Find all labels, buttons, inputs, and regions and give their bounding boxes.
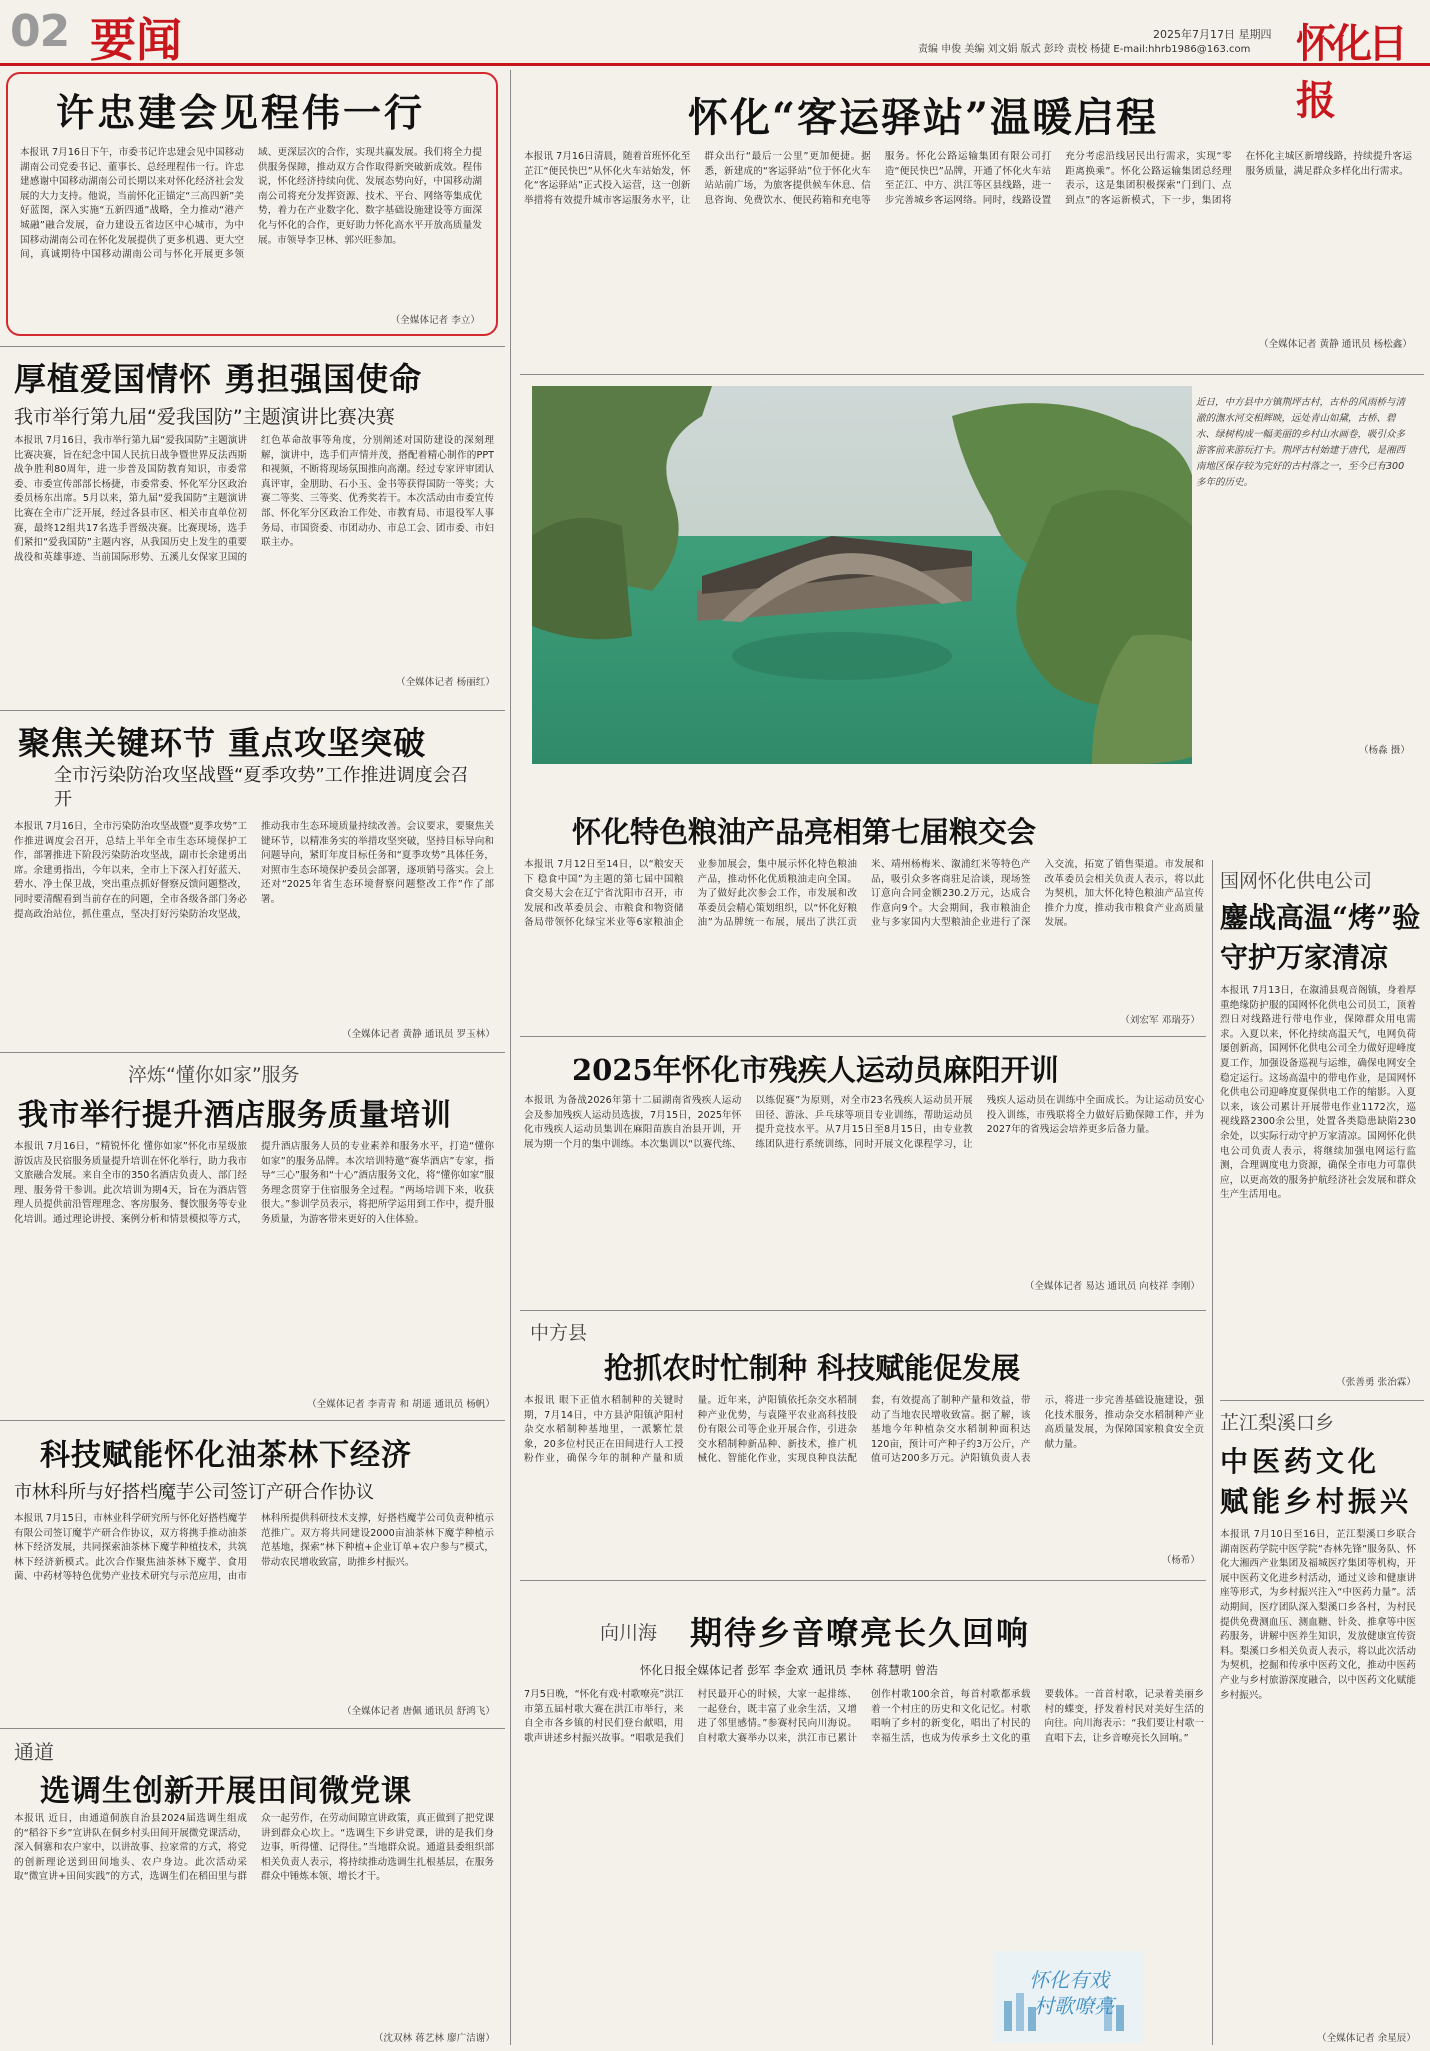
issue-date: 2025年7月17日 星期四 [1153,28,1272,41]
article-body: 本报讯 7月10日至16日，芷江梨溪口乡联合湖南医药学院中医学院“杏林先锋”服务队、怀化大湘西产业集团及福城医疗集团等机构，开展中医药文化进乡村活动，通过义诊和健康讲座等形式，为乡村振兴注入“中医药力量”。活动期间，医疗团队深入梨溪口乡各村，为村民提供免费测血压、测血糖、针灸、推拿等中医药服务，讲解中医养生知识，发放健康宣传资料。梨溪口乡相关负责人表示，将以此次活动为契机，挖掘和传承中医药文化，推动中医药产业与乡村旅游深度融合，以中医药文化赋能乡村振兴。 [1220,1529,1416,1701]
article-byline: （全媒体记者 李青青 和 胡遥 通讯员 杨帆） [307,1399,495,1410]
kicker: 淬炼“懂你如家”服务 [128,1064,300,1086]
headline[interactable]: 科技赋能怀化油茶林下经济 [40,1438,412,1473]
editor-credits: 责编 申俊 美编 刘文娟 版式 彭玲 责校 杨捷 E-mail:hhrb1986@163.com [918,44,1251,55]
article-body: 本报讯 7月16日清晨，随着首班怀化至芷江“便民快巴”从怀化火车站始发，怀化“客运驿站”正式投入运营，这一创新举措将有效提升城市客运服务水平，让群众出行“最后一公里”更加便捷。据悉，新建成的“客运驿站”位于怀化火车站站前广场，为旅客提供候车休息、信息咨询、免费饮水、便民药箱和充电等服务。怀化公路运输集团有限公司打造“便民快巴”品牌，开通了怀化火车站至芷江、中方、洪江等区县线路，进一步完善城乡客运网络。同时，线路设置充分考虑沿线居民出行需求，实现“零距离换乘”。怀化公路运输集团总经理表示，这是集团积极探索“门到门、点到点”的客运新模式，下一步，集团将在怀化主城区新增线路，持续提升客运服务质量，满足群众多样化出行需求。 [524,151,1412,206]
article-byline: （全媒体记者 黄静 通讯员 罗玉林） [341,1029,495,1040]
headline-line-2[interactable]: 赋能乡村振兴 [1220,1485,1413,1518]
section-divider [0,710,505,711]
article-body: 本报讯 7月16日下午，市委书记许忠建会见中国移动湖南公司党委书记、董事长、总经理程伟一行。许忠建感谢中国移动湖南公司长期以来对怀化经济社会发展的大力支持。他说，当前怀化正锚定“三高四新”美好蓝图，深入实施“五新四通”战略，全力推动“港产城融”融合发展，奋力建设五省边区中心城市，为中国移动湖南公司在怀化发展提供了更多机遇、更大空间，真诚期待中国移动湖南公司与怀化开展更多领域、更深层次的合作，实现共赢发展。我们将全力提供服务保障，推动双方合作取得新突破新成效。程伟说，怀化经济持续向优、发展态势向好，中国移动湖南公司将充分发挥资源、技术、平台、网络等集成优势，着力在产业数字化、数字基础设施建设等方面深化与怀化的合作，更好助力怀化高水平开放高质量发展。市领导李卫林、郭兴旺参加。 [20,147,482,261]
section-divider [0,1052,505,1053]
subheadline: 全市污染防治攻坚战暨“夏季攻势”工作推进调度会召开 [54,765,469,810]
column-divider [1212,860,1213,2045]
section-divider [520,1036,1206,1037]
photo-caption: 近日，中方县中方镇荆坪古村，古朴的风雨桥与清澈的潕水河交相辉映，远处青山如黛，古桥、碧水、绿树构成一幅美丽的乡村山水画卷，吸引众多游客前来游玩打卡。荆坪古村始建于唐代，是湘西南地区保存较为完好的古村落之一，至今已有300多年的历史。 [1196,397,1406,488]
article-body: 本报讯 7月13日，在溆浦县观音阁镇，身着厚重绝缘防护服的国网怀化供电公司员工，顶着烈日对线路进行带电作业，保障群众用电需求。入夏以来，怀化持续高温天气，电网负荷屡创新高，国网怀化供电公司全力做好迎峰度夏工作，加强设备巡视与运维，确保电网安全稳定运行。这场高温中的带电作业，是国网怀化供电公司迎峰度夏保供电工作的缩影。入夏以来，该公司累计开展带电作业1172次，巡视线路2300余公里，处置各类隐患缺陷230余处，以实际行动守护万家清凉。国网怀化供电公司负责人表示，将继续加强电网运行监测，合理调度电力资源，确保全市电力可靠供应，以更高效的服务护航经济社会发展和群众生产生活用电。 [1220,985,1416,1201]
section-divider [520,1310,1206,1311]
article-byline: （全媒体记者 杨丽红） [396,677,495,688]
kicker: 中方县 [530,1322,588,1344]
column-divider [510,70,511,2045]
article-body: 本报讯 7月16日，我市举行第九届“爱我国防”主题演讲比赛决赛，旨在纪念中国人民抗日战争暨世界反法西斯战争胜利80周年，进一步普及国防教育知识，市委常委、市委宣传部部长杨捷，市委常委、怀化军分区政治委员杨东出席。5月以来，第九届“爱我国防”主题演讲比赛在全市广泛开展，经过各县市区、相关市直单位初赛，最终12组共17名选手晋级决赛。比赛现场，选手们紧扣“爱我国防”主题内容，从我国历史上发生的重要战役和英雄事迹、当前国际形势、五溪儿女保家卫国的红色革命故事等角度，分别阐述对国防建设的深刻理解，演讲中，选手们声情并茂，搭配着精心制作的PPT和视频，不断将现场氛围推向高潮。经过专家评审团认真评审，金朋助、石小玉、金书等获得国防一等奖；大赛二等奖、三等奖、优秀奖若干。本次活动由市委宣传部、怀化军分区政治工作处、市教育局、市退役军人事务局、市国资委、市团动办、市总工会、团市委、市妇联主办。 [14,435,494,563]
article-byline: （全媒体记者 易达 通讯员 向枝祥 李刚） [1024,1281,1200,1292]
article-byline: （全媒体记者 黄静 通讯员 杨松鑫） [1258,339,1412,350]
headline[interactable]: 中医药文化 [1220,1445,1381,1478]
section-divider [520,1580,1206,1581]
article-body: 本报讯 7月12日至14日，以“粮安天下 稳食中国”为主题的第七届中国粮食交易大会在辽宁省沈阳市召开，市发展和改革委员会、市粮食和物资储备局带领怀化绿宝米业等6家粮油企业参加展会，集中展示怀化特色粮油产品，推动怀化优质粮油走向全国。为了做好此次参会工作，市发展和改革委员会精心策划组织，以“怀化好粮油”为品牌统一布展，展出了洪江贡米、靖州杨梅米、溆浦红米等特色产品，吸引众多客商驻足洽谈，现场签订意向合同金额230.2万元，达成合作意向9个。大会期间，我市粮油企业与多家国内大型粮油企业进行了深入交流，拓宽了销售渠道。市发展和改革委员会相关负责人表示，将以此为契机，加大怀化特色粮油产品宣传推介力度，推动我市粮食产业高质量发展。 [524,859,1204,929]
page-number: 02 [10,6,70,57]
photo-credit: （杨淼 摄） [1358,745,1410,756]
headline[interactable]: 选调生创新开展田间微党课 [40,1774,412,1809]
kicker: 通道 [14,1740,54,1764]
section-divider [0,1728,505,1729]
section-divider [0,1420,505,1421]
headline-line-2[interactable]: 守护万家清凉 [1220,941,1389,974]
article-body: 本报讯 7月16日，“精锐怀化 懂你如家”怀化市星级旅游饭店及民宿服务质量提升培训在怀化举行，助力我市文旅融合发展。来自全市的350名酒店负责人、部门经理、服务骨干参训。此次培训为期4天，旨在为酒店管理人员提供前沿管理理念、客房服务、餐饮服务等专业化培训。通过理论讲授、案例分析和情景模拟等方式，提升酒店服务人员的专业素养和服务水平，打造“懂你如家”的服务品牌。本次培训特邀“赛华酒店”专家，指导“三心”服务和“十心”酒店服务文化，将“懂你如家”服务理念贯穿于住宿服务全过程。“两场培训下来，收获很大。”参训学员表示，将把所学运用到工作中，提升服务质量，为游客带来更好的入住体验。 [14,1141,494,1225]
headline[interactable]: 厚植爱国情怀 勇担强国使命 [14,360,423,398]
village-song-stamp [994,1951,1144,2043]
stamp-text-line-2: 村歌嘹亮 [1034,1994,1114,2018]
headline[interactable]: 我市举行提升酒店服务质量培训 [18,1098,452,1133]
newspaper-logo: 怀化日报 [1296,20,1404,124]
section-divider [520,374,1424,375]
headline[interactable]: 怀化特色粮油产品亮相第七届粮交会 [572,815,1037,849]
kicker: 国网怀化供电公司 [1220,870,1373,892]
subheadline: 市林科所与好搭档魔芋公司签订产研合作协议 [14,1482,374,1503]
article-body: 本报讯 眼下正值水稻制种的关键时期，7月14日，中方县泸阳镇泸阳村杂交水稻制种基地里，一派繁忙景象，20多位村民正在田间进行人工授粉作业，确保今年的制种产量和质量。近年来，泸阳镇依托杂交水稻制种产业优势，与袁隆平农业高科技股份有限公司等企业开展合作，引进杂交水稻制种新品种、新技术，推广机械化、智能化作业，实现良种良法配套，有效提高了制种产量和效益，带动了当地农民增收致富。据了解，该基地今年种植杂交水稻制种面积达120亩，预计可产种子约3万公斤，产值可达200多万元。泸阳镇负责人表示，将进一步完善基础设施建设，强化技术服务，推动杂交水稻制种产业高质量发展，为保障国家粮食安全贡献力量。 [524,1395,1204,1465]
article-body: 本报讯 为备战2026年第十二届湖南省残疾人运动会及参加残疾人运动员选拔，7月15日，2025年怀化市残疾人运动员集训在麻阳苗族自治县开训，开展为期一个月的集中训练。本次集训以“以赛代练、以练促赛”为原则，对全市23名残疾人运动员开展田径、游泳、乒乓球等项目专业训练，帮助运动员提升竞技水平。从7月15日至8月15日，由专业教练团队进行系统训练，同时开展文化课程学习，让残疾人运动员在训练中全面成长。为让运动员安心投入训练，市残联将全力做好后勤保障工作，并为2027年的省残运会培养更多后备力量。 [524,1095,1204,1150]
article-author-line: 怀化日报全媒体记者 彭军 李金欢 通讯员 李林 蒋慧明 曾浩 [640,1663,938,1677]
stamp-text-line-1: 怀化有戏 [1029,1968,1109,1992]
article-byline: （全媒体记者 唐佩 通讯员 舒鸿飞） [341,1706,495,1717]
headline[interactable]: 期待乡音嘹亮长久回响 [690,1614,1031,1652]
headline[interactable]: 怀化“客运驿站”温暖启程 [688,94,1159,141]
section-title: 要闻 [90,13,182,67]
subheadline: 我市举行第九届“爱我国防”主题演讲比赛决赛 [14,406,395,428]
article-body: 本报讯 7月16日，全市污染防治攻坚战暨“夏季攻势”工作推进调度会召开，总结上半年全市生态环境保护工作，部署推进下阶段污染防治攻坚战，副市长余建勇出席。余建勇指出，今年以来，全市上下深入打好蓝天、碧水、净土保卫战，突出重点抓好督察反馈问题整改，同时要清醒看到当前存在的问题，全市各级各部门务必提高政治站位，抓住重点，坚决打好污染防治攻坚战，推动我市生态环境质量持续改善。会议要求，要聚焦关键环节，以精准务实的举措攻坚突破，坚持目标导向和问题导向，紧盯年度目标任务和“夏季攻势”具体任务，对照市生态环境保护委员会部署，逐项销号落实。会上还对“2025年省生态环境督察问题整改工作”作了部署。 [14,821,494,920]
article-byline: （沈双林 蒋艺林 廖广洁谢） [373,2033,495,2044]
article-byline: （张善勇 张治霖） [1336,1377,1416,1388]
kicker: 芷江梨溪口乡 [1220,1412,1335,1434]
headline[interactable]: 聚焦关键环节 重点攻坚突破 [18,724,427,762]
article-byline: （刘宏军 邓瑞芬） [1120,1015,1200,1026]
article-body: 7月5日晚，“怀化有戏·村歌嘹亮”洪江市第五届村歌大赛在洪江市举行，来自全市各乡镇的村民们登台献唱，用歌声讲述乡村振兴故事。“唱歌是我们村民最开心的时候，大家一起排练、一起登台，既丰富了业余生活，又增进了邻里感情。”参赛村民向川海说。自村歌大赛举办以来，洪江市已累计创作村歌100余首，每首村歌都承载着一个村庄的历史和文化记忆。村歌唱响了乡村的新变化，唱出了村民的幸福生活，也成为传承乡土文化的重要载体。一首首村歌，记录着美丽乡村的蝶变，抒发着村民对美好生活的向往。向川海表示：“我们要让村歌一直唱下去，让乡音嘹亮长久回响。” [524,1689,1204,1744]
headline[interactable]: 许忠建会见程伟一行 [56,90,426,135]
headline[interactable]: 2025年怀化市残疾人运动员麻阳开训 [572,1053,1059,1087]
kicker: 向川海 [600,1622,658,1644]
article-byline: （全媒体记者 余星辰） [1317,2033,1416,2044]
village-song-logo [994,1951,1144,2043]
headline[interactable]: 抢抓农时忙制种 科技赋能促发展 [604,1351,1021,1385]
article-byline: （全媒体记者 李立） [390,315,480,326]
article-body: 本报讯 7月15日，市林业科学研究所与怀化好搭档魔芋有限公司签订魔芋产研合作协议，双方将携手推动油茶林下经济发展，共同探索油茶林下魔芋种植技术，共筑林下经济新模式。此次合作聚焦油茶林下魔芋、食用菌、中药材等特色优势产业技术研究与示范应用，由市林科所提供科研技术支撑，好搭档魔芋公司负责种植示范推广。双方将共同建设2000亩油茶林下魔芋种植示范基地，探索“林下种植+企业订单+农户参与”模式，带动农民增收致富，助推乡村振兴。 [14,1513,494,1583]
section-divider [1220,1400,1424,1401]
article-body: 本报讯 近日，由通道侗族自治县2024届选调生组成的“稻谷下乡”宣讲队在侗乡村头田间开展微党课活动，深入侗寨和农户家中，以讲故事、拉家常的方式，将党的创新理论送到田间地头、农户身边。此次活动采取“微宣讲+田间实践”的方式，选调生们在稻田里与群众一起劳作，在劳动间隙宣讲政策，真正做到了把党课讲到群众心坎上。“选调生下乡讲党课，讲的是我们身边事，听得懂、记得住。”当地群众说。通道县委组织部相关负责人表示，将持续推动选调生扎根基层，在服务群众中锤炼本领、增长才干。 [14,1813,494,1883]
article-byline: （杨希） [1161,1555,1200,1566]
headline[interactable]: 鏖战高温“烤”验 [1220,901,1421,934]
section-divider [0,346,505,347]
